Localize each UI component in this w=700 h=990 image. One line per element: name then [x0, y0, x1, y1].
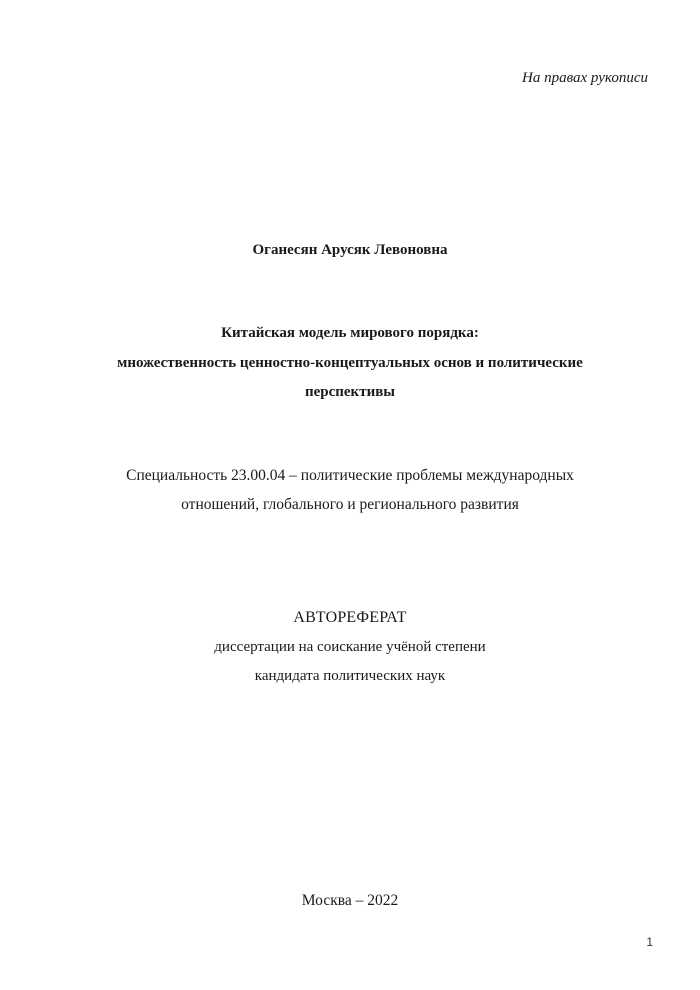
- specialty-line: Специальность 23.00.04 – политические проблемы международных: [126, 467, 574, 484]
- title-line: Китайская модель мирового порядка:: [221, 325, 479, 341]
- title-line: множественность ценностно-концептуальных основ и политические: [117, 355, 583, 371]
- city-year: Москва – 2022: [301, 892, 399, 909]
- author-name: Оганесян Арусяк Левоновна: [252, 242, 448, 258]
- abstract-line: диссертации на соискание учёной степени: [214, 639, 486, 655]
- manuscript-note: На правах рукописи: [522, 70, 648, 86]
- specialty-line: отношений, глобального и регионального развития: [181, 496, 519, 513]
- abstract-line: кандидата политических наук: [254, 668, 446, 684]
- title-line: перспективы: [304, 384, 396, 400]
- page-number: 1: [646, 935, 653, 949]
- abstract-label: АВТОРЕФЕРАТ: [293, 609, 407, 626]
